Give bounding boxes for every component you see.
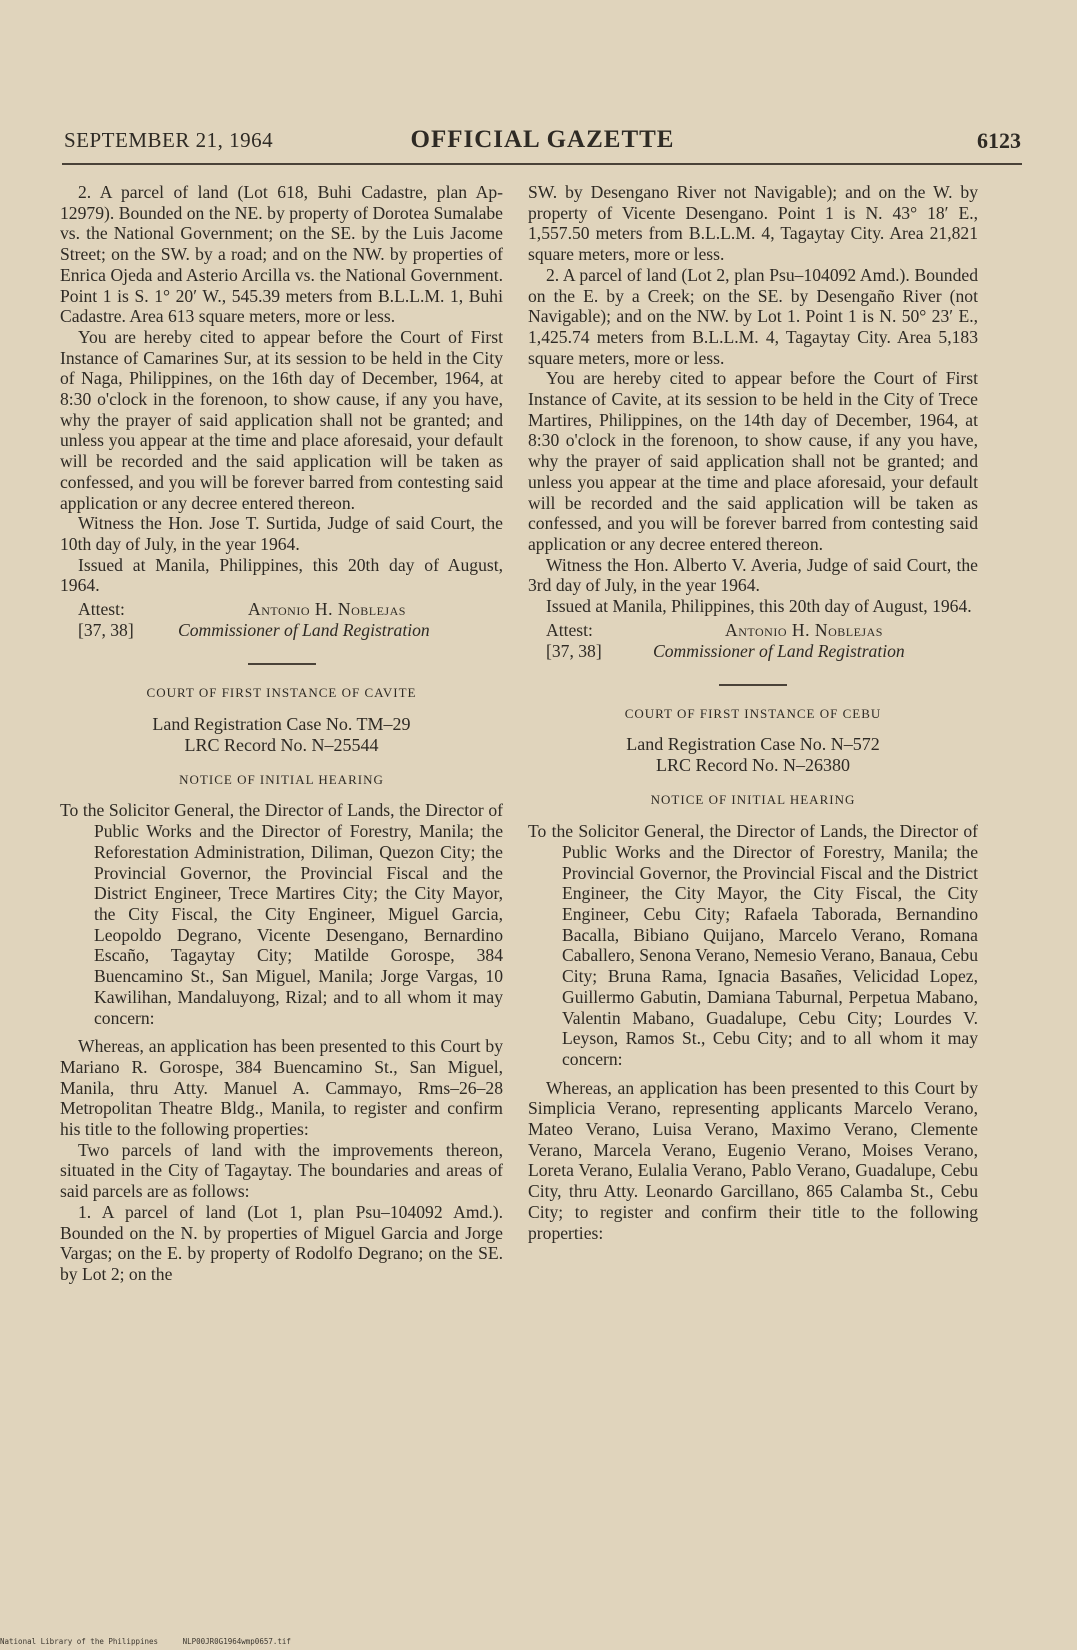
citation-paragraph: You are hereby cited to appear before the Court of First Instance of Cavite, at its session to be held in the City of Trece Martires, Philippines, on the 14th day of December, 1964, at 8:30 o'clock in the forenoon, to show cause, if any you have, why the prayer of said application shall not be granted; and unless you appear at the time and place aforesaid, your default will be recorded and the said application will be taken as confessed, and you will be forever barred from contesting said application or any decree entered thereon. bbox=[528, 368, 978, 554]
page-number: 6123 bbox=[977, 128, 1021, 153]
section-separator bbox=[719, 684, 787, 686]
witness-paragraph: Witness the Hon. Jose T. Surtida, Judge of said Court, the 10th day of July, in the year 1964. bbox=[60, 513, 503, 554]
library-credit: National Library of the Philippines bbox=[0, 1637, 159, 1646]
addressee-paragraph: To the Solicitor General, the Director of Lands, the Director of Public Works and the Director of Forestry, Manila; the Provincial Governor, the Provincial Fiscal and the District Engineer, the City Mayor, the City Fiscal, the City Engineer, Cebu City; Rafaela Taborada, Bernandino Bacalla, Bibiano Quijano, Marcelo Verano, Romana Caballero, Senona Verano, Nemesio Verano, Banaua, Cebu City; Bruna Rama, Ignacia Basañes, Velicidad Lopez, Guillermo Gabutin, Damiana Taburnal, Perpetua Mabano, Valentin Mabano, Guadalupe, Cebu City; Lourdes V. Leyson, Ramos St., Cebu City; and to all whom it may concern: bbox=[528, 821, 978, 1069]
scan-footer bbox=[0, 1637, 311, 1646]
notice-heading: NOTICE OF INITIAL HEARING bbox=[650, 792, 856, 808]
notice-heading: NOTICE OF INITIAL HEARING bbox=[179, 771, 384, 787]
parcel-paragraph: 2. A parcel of land (Lot 618, Buhi Cadastre, plan Ap-12979). Bounded on the NE. by property of Dorotea Sumalabe vs. the National Government; on the SE. by the Luis Jacome Street; on the SW. by a road; and on the NW. by properties of Enrica Ojeda and Asterio Arcilla vs. the National Government. Point 1 is S. 1° 20′ W., 545.39 meters from B.L.L.M. 1, Buhi Cadastre. Area 613 square meters, more or less. bbox=[60, 182, 503, 327]
application-paragraph: Whereas, an application has been presented to this Court by Mariano R. Gorospe, 384 Buencamino St., San Miguel, Manila, thru Atty. Manuel A. Cammayo, Rms–26–28 Metropolitan Theatre Bldg., Manila, to register and confirm his title to the following properties: bbox=[60, 1036, 503, 1140]
application-paragraph: Whereas, an application has been presented to this Court by Simplicia Verano, representing applicants Marcelo Verano, Mateo Verano, Luisa Verano, Maximo Verano, Clemente Verano, Marcela Verano, Eugenio Verano, Moises Verano, Loreta Verano, Eulalia Verano, Pablo Verano, Guadalupe, Cebu City, thru Atty. Leonardo Garcillano, 865 Calamba St., Cebu City; to register and confirm their title to the following properties: bbox=[528, 1077, 978, 1243]
witness-paragraph: Witness the Hon. Alberto V. Averia, Judge of said Court, the 3rd day of July, in the year 1964. bbox=[528, 554, 978, 596]
attestation-block bbox=[60, 599, 503, 641]
case-number: Land Registration Case No. TM–29 bbox=[152, 713, 411, 734]
parcel-paragraph: 2. A parcel of land (Lot 2, plan Psu–104092 Amd.). Bounded on the E. by a Creek; on the SE. by Desengaño River (not Navigable); and on the NW. by Lot 1. Point 1 is N. 50° 23′ E., 1,425.74 meters from B.L.L.M. 4, Tagaytay City. Area 5,183 square meters, more or less. bbox=[528, 264, 978, 368]
citation-paragraph: You are hereby cited to appear before the Court of First Instance of Camarines Sur, at its session to be held in the City of Naga, Philippines, on the 16th day of December, 1964, at 8:30 o'clock in the forenoon, to show cause, if any you have, why the prayer of said application shall not be granted; and unless you appear at the time and place aforesaid, your default will be recorded and the said application will be taken as confessed, and you will be forever barred from contesting said application or any decree entered thereon. bbox=[60, 326, 503, 513]
publication-title: OFFICIAL GAZETTE bbox=[410, 126, 675, 153]
attest-label: Attest: bbox=[546, 619, 593, 640]
header-rule bbox=[62, 163, 1022, 165]
attest-reference: [37, 38] bbox=[78, 620, 134, 641]
lrc-record-number: LRC Record No. N–26380 bbox=[656, 755, 850, 776]
attest-label: Attest: bbox=[78, 599, 125, 620]
parcel-continuation-paragraph: SW. by Desengano River not Navigable); and on the W. by property of Vicente Desengano. Point 1 is N. 43° 18′ E., 1,557.50 meters from B.L.L.M. 4, Tagaytay City. Area 21,821 square meters, more or less. bbox=[528, 182, 978, 265]
addressee-paragraph: To the Solicitor General, the Director of Lands, the Director of Public Works and the Director of Forestry, Manila; the Reforestation Administration, Diliman, Quezon City; the Provincial Governor, the Provincial Fiscal and the District Engineer, Trece Martires City; the City Mayor, the City Fiscal, the City Engineer, Miguel Garcia, Leopoldo Degrano, Vicente Desengano, Bernardino Escaño, Tagaytay City; Matilde Gorospe, 384 Buencamino St., San Miguel, Manila; Jorge Vargas, 10 Kawilihan, Mandaluyong, Rizal; and to all whom it may concern: bbox=[60, 800, 503, 1028]
scan-filename: NLP00JR0G1964wmp0657.tif bbox=[182, 1637, 291, 1646]
issue-date: SEPTEMBER 21, 1964 bbox=[64, 128, 274, 152]
issued-paragraph: Issued at Manila, Philippines, this 20th day of August, 1964. bbox=[60, 554, 503, 596]
section-separator bbox=[248, 663, 316, 665]
court-heading: COURT OF FIRST INSTANCE OF CAVITE bbox=[146, 685, 417, 701]
left-column bbox=[60, 182, 503, 1285]
attest-title: Commissioner of Land Registration bbox=[178, 620, 430, 641]
attest-name: Antonio H. Noblejas bbox=[248, 599, 406, 620]
attest-reference: [37, 38] bbox=[546, 640, 602, 661]
attestation-block bbox=[528, 620, 978, 662]
attest-name: Antonio H. Noblejas bbox=[725, 619, 883, 640]
case-number: Land Registration Case No. N–572 bbox=[626, 734, 880, 755]
issued-paragraph: Issued at Manila, Philippines, this 20th day of August, 1964. bbox=[546, 596, 972, 617]
parcels-intro-paragraph: Two parcels of land with the improvements thereon, situated in the City of Tagaytay. The boundaries and areas of said parcels are as follows: bbox=[60, 1139, 503, 1202]
lrc-record-number: LRC Record No. N–25544 bbox=[184, 734, 379, 755]
parcel-paragraph: 1. A parcel of land (Lot 1, plan Psu–104092 Amd.). Bounded on the N. by properties of Miguel Garcia and Jorge Vargas; on the E. by property of Rodolfo Degrano; on the SE. by Lot 2; on the bbox=[60, 1201, 503, 1284]
attest-title: Commissioner of Land Registration bbox=[653, 640, 905, 661]
page-header bbox=[64, 128, 1021, 162]
right-column bbox=[528, 182, 978, 1243]
court-heading: COURT OF FIRST INSTANCE OF CEBU bbox=[624, 705, 882, 721]
